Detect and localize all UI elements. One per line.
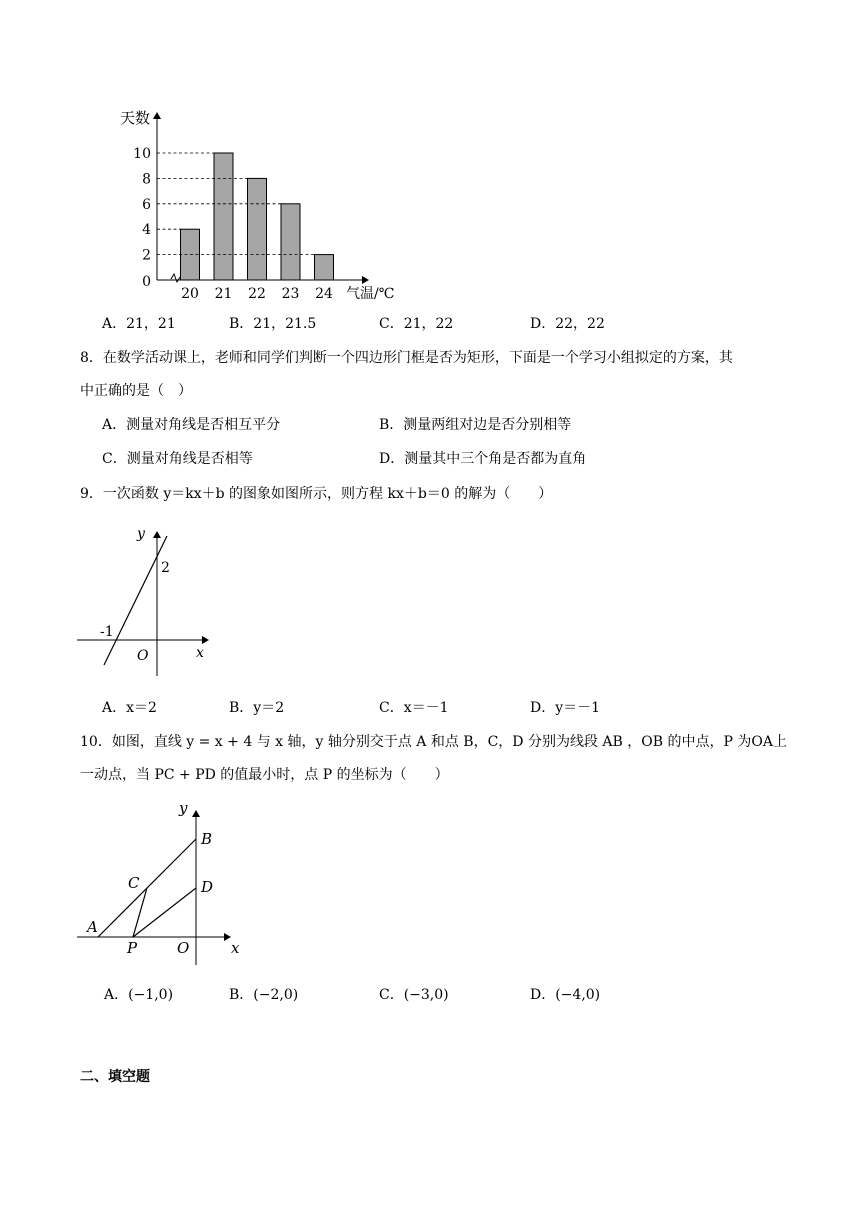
q10-stem-line1: 10．如图，直线 y = x + 4 与 x 轴，y 轴分别交于点 A 和点 B，C，D 分别为线段 AB ，OB 的中点，P 为OA上 (80, 734, 787, 750)
q7-x-tick-label: 21 (214, 286, 233, 302)
q10-label-o: O (177, 939, 190, 957)
q9-origin-label: O (137, 648, 149, 664)
q8-option-a[interactable]: A．测量对角线是否相互平分 (102, 417, 281, 433)
q7-y-tick-label: 6 (142, 196, 151, 213)
q8-option-b[interactable]: B．测量两组对边是否分别相等 (379, 417, 572, 433)
q10-geometry-figure (75, 795, 255, 970)
q7-y-tick-label: 10 (133, 146, 151, 162)
q10-y-label: y (179, 799, 188, 817)
q9-option-c[interactable]: C．x＝－1 (379, 700, 449, 716)
q9-option-b[interactable]: B．y＝2 (229, 700, 285, 716)
q8-stem-line2: 中正确的是（ ） (80, 383, 192, 399)
q7-bar-chart (100, 105, 420, 305)
q7-bar (248, 178, 267, 280)
q9-y-label: y (137, 526, 145, 542)
q8-option-d[interactable]: D．测量其中三个角是否都为直角 (379, 451, 587, 467)
q7-axis-break (171, 274, 180, 282)
q9-linear-function-graph (75, 520, 220, 680)
q10-label-b: B (201, 830, 213, 848)
q9-x-label: x (196, 645, 204, 661)
q10-option-c[interactable]: C．(−3,0) (379, 987, 449, 1003)
q9-option-a[interactable]: A．x＝2 (102, 700, 157, 716)
q7-option-b[interactable]: B．21，21.5 (229, 316, 317, 332)
q7-y-axis-title: 天数 (120, 109, 151, 127)
q7-x-tick-label: 23 (281, 286, 300, 302)
q7-y-tick-label: 0 (142, 274, 151, 290)
q10-segment-pd (133, 888, 196, 937)
q7-option-a[interactable]: A．21，21 (102, 316, 176, 332)
q7-y-tick-label: 8 (142, 171, 151, 188)
q7-option-d[interactable]: D．22，22 (530, 316, 605, 332)
q7-y-tick-label: 4 (142, 222, 151, 239)
q9-stem: 9．一次函数 y＝kx＋b 的图象如图所示，则方程 kx＋b＝0 的解为（ ） (80, 486, 553, 502)
q10-option-b[interactable]: B．(−2,0) (229, 987, 299, 1003)
q10-stem-line2: 一动点，当 PC + PD 的值最小时，点 P 的坐标为（ ） (80, 767, 449, 783)
section-title-fill-in-blank: 二、填空题 (80, 1069, 150, 1085)
q8-stem-line1: 8．在数学活动课上，老师和同学们判断一个四边形门框是否为矩形，下面是一个学习小组拟定的方案，其 (80, 350, 733, 366)
q8-option-c[interactable]: C．测量对角线是否相等 (102, 451, 253, 467)
q9-option-d[interactable]: D．y＝－1 (530, 700, 601, 716)
q10-option-d[interactable]: D．(−4,0) (530, 987, 601, 1003)
q10-label-p: P (127, 939, 138, 957)
q7-x-tick-label: 24 (315, 286, 333, 302)
q7-x-axis-title: 气温/℃ (346, 286, 395, 302)
q9-y-intercept-label: 2 (161, 560, 170, 576)
q7-bar (315, 255, 334, 280)
q7-option-c[interactable]: C．21，22 (379, 316, 454, 332)
q10-label-c: C (128, 874, 140, 892)
q10-label-d: D (201, 878, 214, 896)
q7-x-tick-label: 22 (248, 286, 266, 302)
q10-option-a[interactable]: A．(−1,0) (104, 987, 174, 1003)
q9-x-intercept-label: -1 (100, 624, 114, 640)
q7-x-tick-label: 20 (181, 286, 199, 302)
q7-y-tick-label: 2 (142, 247, 151, 264)
q10-label-a: A (87, 918, 98, 936)
q7-bar (281, 204, 300, 280)
q10-x-label: x (231, 939, 240, 957)
q9-function-line (104, 536, 167, 665)
q7-bar (214, 153, 233, 280)
